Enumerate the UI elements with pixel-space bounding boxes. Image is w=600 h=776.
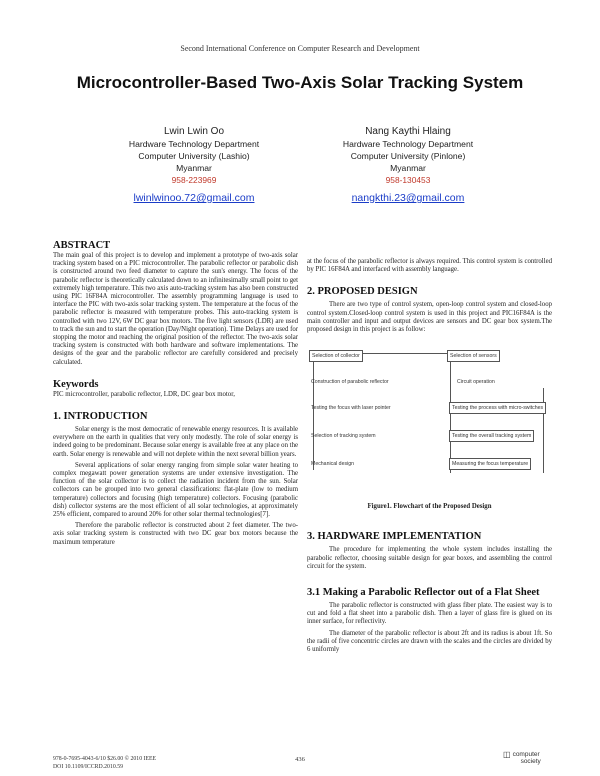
proposed-design-text: There are two type of control system, open-loop control system and closed-loop control system.Closed-loop control system is used in this project and PIC16F84A is the main controller and input and output devices are sensors and DC gear box system.The proposed design in this project is as follow:: [307, 301, 552, 334]
flow-box-circuit-operation: Circuit operation: [457, 379, 495, 386]
paper-title: Microcontroller-Based Two-Axis Solar Tracking System: [76, 73, 524, 92]
ieee-cs-logo-icon: ◫: [503, 750, 511, 759]
keywords-heading: Keywords: [53, 378, 99, 390]
subsection-paragraph-1: The parabolic reflector is constructed with glass fiber plate. The easiest way is to cut and fold a flat sheet into a parabolic dish. Then a layer of glass fire is glued on its inner surface, for reflectivity.: [307, 602, 552, 626]
flow-box-selection-of-collector: Selection of collector: [309, 350, 363, 362]
left-column: [53, 240, 298, 547]
flowchart: [307, 348, 552, 493]
flow-box-testing-overall: Testing the overall tracking system: [449, 430, 534, 442]
subsection-paragraph-2: The diameter of the parabolic reflector is about 2ft and its radius is about 1ft. So the radii of five concentric circles are drawn with the scales and the circles are divided by 6 uniformly: [307, 629, 552, 654]
author-block-2: [313, 125, 503, 204]
flow-box-measuring-temperature: Measuring the focus temperature: [449, 458, 531, 470]
author-name: Lwin Lwin Oo: [163, 126, 225, 137]
flow-box-mechanical-design: Mechanical design: [311, 461, 354, 468]
author-department: Hardware Technology Department: [342, 139, 474, 149]
flow-box-testing-focus: Testing the focus with laser pointer: [311, 405, 391, 412]
flow-box-construction-reflector: Construction of parabolic reflector: [311, 379, 389, 386]
keywords-text: PIC microcontroller, parabolic reflector, LDR, DC gear box motor,: [53, 390, 235, 398]
flow-arrow: [313, 374, 314, 377]
author-email-link[interactable]: nangkthi.23@gmail.com: [351, 192, 465, 204]
introduction-paragraph-1: Solar energy is the most democratic of renewable energy resources. It is available everywhere on the earth in qualities that very only modestly. The role of solar energy is indeed going to be predominant. Because solar energy is available free at any place on the earth. Solar energy is renewable and will not deplete within the next several billion years.: [53, 426, 298, 458]
author-block-1: [99, 125, 289, 204]
flow-arrow: [313, 400, 314, 403]
author-university: Computer University (Pinlone): [350, 151, 466, 161]
author-email-link[interactable]: lwinlwinoo.72@gmail.com: [133, 192, 255, 204]
abstract-text: The main goal of this project is to develop and implement a prototype of two-axis solar tracking system based on a PIC microcontroller. The parabolic reflector or parabolic dish is constructed around two feed diameter to capture the sun's energy. The focus of the parabolic reflector is theoretically calculated down to an infinitesimally small point to get extremely high temperature. This two axis auto-tracking system has also been constructed using PIC 16F84A microcontroller. The assembly programming language is used to interface the PIC with two-axis solar tracking system. The temperature at the focus of the parabolic reflector is measured with temperature probes. This auto-tracking system is controlled with two 12V, 6W DC gear box motors. The five light sensors (LDR) are used to track the sun and to start the operation (Day/Night operation). Time Delays are used for stopping the motor and reaching the original position of the reflector. The two-axis solar tracking system is constructed with both hardware and software implementations. The designs of the gear and the parabolic reflector are carefully considered and precisely calculated.: [53, 252, 299, 366]
author-phone: 958-130453: [385, 175, 431, 185]
flow-box-testing-micro-switches: Testing the process with micro-switches: [449, 402, 546, 414]
flow-box-selection-tracking: Selection of tracking system: [311, 433, 376, 440]
logo-text-bottom: society: [520, 758, 541, 765]
flow-arrow: [313, 456, 314, 459]
hardware-heading: 3. HARDWARE IMPLEMENTATION: [307, 531, 482, 543]
introduction-paragraph-3: Therefore the parabolic reflector is constructed about 2 feet diameter. The two-axis solar tracking system is constructed with two DC gear box motors because the maximum temperature: [53, 522, 298, 546]
author-country: Myanmar: [390, 163, 426, 173]
abstract-heading: ABSTRACT: [53, 240, 111, 251]
continued-paragraph: at the focus of the parabolic reflector is always required. This control system is controlled by PIC 16F84A and interfaced with assembly language.: [307, 258, 552, 274]
footer-isbn: 978-0-7695-4043-6/10 $26.00 © 2010 IEEE: [53, 756, 157, 762]
logo-text-top: computer: [512, 751, 540, 758]
proposed-design-heading: 2. PROPOSED DESIGN: [307, 286, 418, 298]
flow-connector-right: [543, 388, 544, 473]
subsection-heading: 3.1 Making a Parabolic Reflector out of a Flat Sheet: [307, 587, 540, 599]
page-number: 436: [295, 756, 305, 763]
flow-arrow: [313, 428, 314, 431]
conference-header: Second International Conference on Computer Research and Development: [180, 44, 420, 53]
footer-doi: DOI 10.1109/ICCRD.2010.59: [53, 763, 123, 770]
author-department: Hardware Technology Department: [128, 139, 260, 149]
introduction-paragraph-2: Several applications of solar energy ranging from simple solar water heating to complex megawatt power generation systems are under extensive investigation. The function of the solar collector is to collect the radiation incident from the sun. Solar collectors can be grouped into two general classifications: flat-plate (low to medium temperature) collectors and focusing (high temperature) collectors. Focusing (parabolic dish) collector systems are the most efficient of all solar technologies, at approximately 25% efficient, compared to around 20% for other solar thermal technologies[7].: [53, 461, 298, 519]
flow-box-selection-of-sensors: Selection of sensors: [447, 350, 500, 362]
hardware-text: The procedure for implementing the whole system includes installing the parabolic reflector, choosing suitable design for gear boxes, and assembling the control circuit for the system.: [307, 546, 552, 570]
author-name: Nang Kaythi Hlaing: [365, 126, 451, 137]
author-country: Myanmar: [176, 163, 212, 173]
publisher-logo: [503, 751, 541, 765]
right-column: [307, 258, 552, 654]
figure-caption: Figure1. Flowchart of the Proposed Design: [367, 503, 492, 511]
introduction-heading: 1. INTRODUCTION: [53, 411, 148, 423]
author-phone: 958-223969: [171, 175, 217, 185]
author-university: Computer University (Lashio): [138, 151, 250, 161]
